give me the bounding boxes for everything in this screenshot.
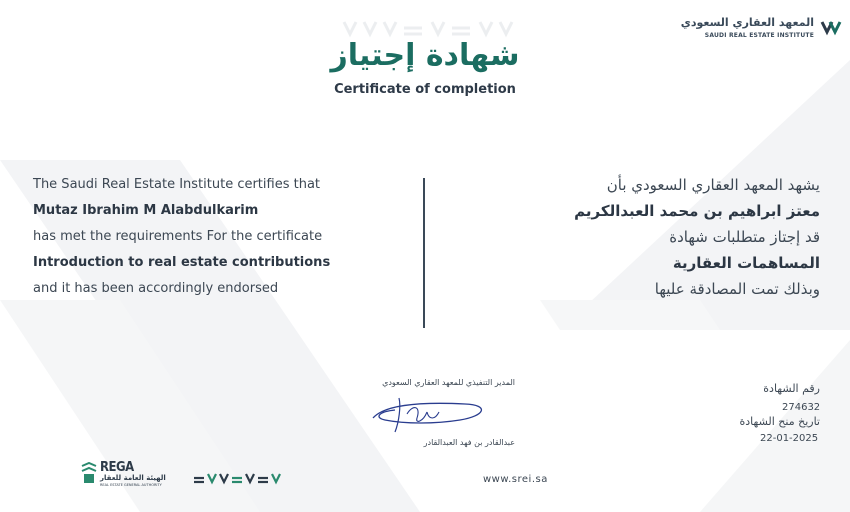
- signature-image: [365, 392, 490, 437]
- arabic-line-5: وبذلك تمت المصادقة عليها: [654, 280, 820, 298]
- certificate-date: 22-01-2025: [760, 433, 819, 444]
- certificate-number: 274632: [782, 402, 821, 413]
- top-decorative-pattern: [340, 18, 520, 40]
- column-divider: [423, 178, 425, 328]
- signatory-title: المدير التنفيذي للمعهد العقاري السعودي: [382, 378, 515, 387]
- english-recipient-name: Mutaz Ibrahim M Alabdulkarim: [33, 203, 259, 218]
- rega-arabic-name: الهيئة العامة للعقار: [100, 474, 166, 482]
- english-line-5: and it has been accordingly endorsed: [33, 281, 279, 296]
- signatory-name: عبدالقادر بن فهد العبدالقادر: [423, 438, 515, 447]
- arabic-course-name: المساهمات العقارية: [672, 254, 820, 272]
- rega-english-name: REAL ESTATE GENERAL AUTHORITY: [100, 483, 162, 487]
- logo-arabic-text: المعهد العقاري السعودي: [680, 16, 814, 29]
- certificate-date-label: تاريخ منح الشهادة: [739, 415, 820, 428]
- arabic-recipient-name: معتز ابراهيم بن محمد العبدالكريم: [574, 202, 820, 220]
- arabic-line-3: قد إجتاز متطلبات شهادة: [669, 228, 820, 246]
- rega-name: REGA: [100, 460, 134, 475]
- english-line-1: The Saudi Real Estate Institute certifies that: [33, 177, 321, 192]
- vision-pattern-icon: [192, 471, 287, 485]
- english-course-name: Introduction to real estate contributions: [33, 255, 331, 270]
- certificate-number-label: رقم الشهادة: [763, 382, 820, 395]
- srei-logo-icon: [820, 16, 842, 38]
- logo-english-text: SAUDI REAL ESTATE INSTITUTE: [704, 32, 814, 39]
- english-line-3: has met the requirements For the certificate: [33, 229, 323, 244]
- rega-logo-icon: [80, 462, 98, 484]
- certificate-title-english: Certificate of completion: [334, 82, 516, 97]
- website-link[interactable]: www.srei.sa: [483, 474, 548, 485]
- certificate-title-arabic: شهادة إجتياز: [330, 38, 520, 73]
- arabic-line-1: يشهد المعهد العقاري السعودي بأن: [606, 176, 820, 194]
- srei-logo: [680, 14, 842, 44]
- rega-logo: [80, 460, 180, 488]
